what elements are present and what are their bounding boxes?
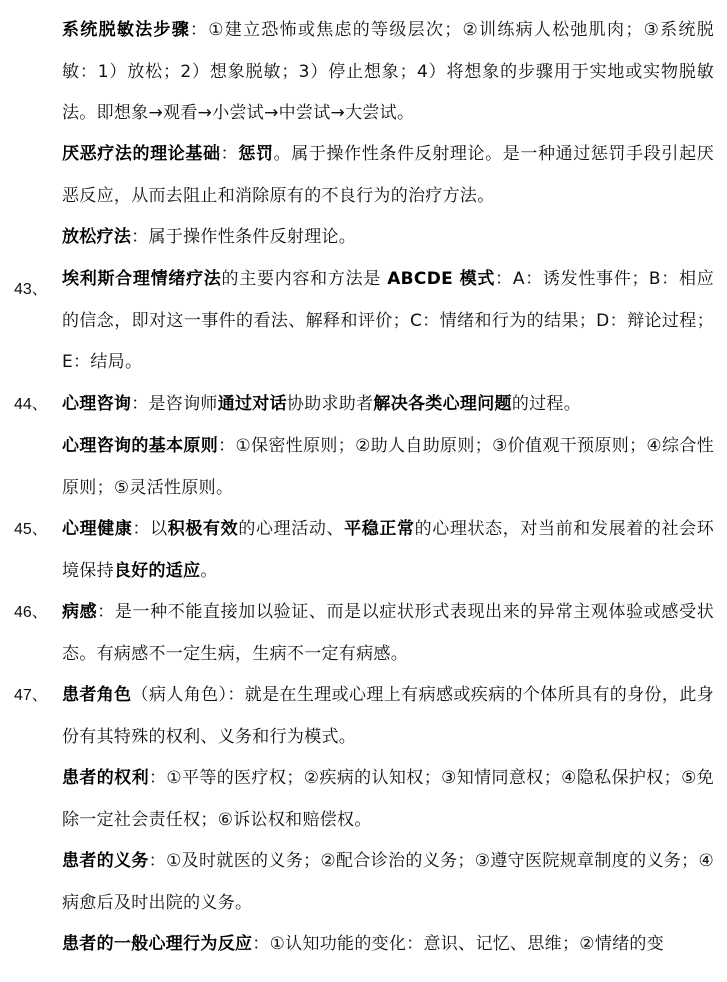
emphasis-text: ABCDE 模式	[387, 269, 496, 289]
body-text: ：属于操作性条件反射理论。	[131, 227, 357, 247]
term-heading: 心理健康	[62, 519, 133, 539]
paragraph-patient-psych-reaction	[62, 924, 714, 966]
term-heading: 埃利斯合理情绪疗法	[62, 269, 222, 289]
body-text: ：①建立恐怖或焦虑的等级层次；②训练病人松弛肌肉；③系统脱敏：1）放松；2）想象脱敏；3）停止想象；4）将想象的步骤用于实地或实物脱敏法。即想象→观看→小尝试→中尝试→大尝试。	[62, 20, 714, 123]
paragraph-patient-rights	[62, 758, 714, 841]
emphasis-text: 平稳正常	[344, 519, 415, 539]
body-text: 协助求助者	[286, 394, 374, 414]
item-number-47: 47、	[14, 687, 48, 704]
paragraph-mental-health	[62, 509, 714, 592]
term-heading: 放松疗法	[62, 227, 132, 247]
body-text: ：①及时就医的义务；②配合诊治的义务；③遵守医院规章制度的义务；④病愈后及时出院的义务。	[62, 851, 715, 913]
body-text: ：A：诱发性事件；B：相应的信念，即对这一事件的看法、解释和评价；C：情绪和行为的结果；D：辩论过程；E：结局。	[62, 269, 714, 372]
body-text: 的主要内容和方法是	[221, 269, 388, 289]
body-text: ：以	[132, 519, 168, 539]
item-number-46: 46、	[14, 604, 48, 621]
item-number-43: 43、	[14, 281, 48, 298]
term-heading: 系统脱敏法步骤	[62, 20, 190, 40]
paragraph-patient-role	[62, 675, 714, 758]
paragraph-psychological-counseling	[62, 384, 714, 426]
emphasis-text: 惩罚	[238, 144, 274, 164]
body-text: ：是咨询师	[131, 394, 218, 414]
body-text: 的心理状态，对当前和发展着的社会环境保持	[62, 519, 715, 581]
emphasis-text: 积极有效	[167, 519, 239, 539]
body-text: 的心理活动、	[238, 519, 345, 539]
emphasis-text: 通过对话	[217, 394, 287, 414]
term-heading: 厌恶疗法的理论基础	[62, 144, 221, 164]
term-heading: 患者角色	[62, 685, 132, 705]
body-text: ：①保密性原则；②助人自助原则；③价值观干预原则；④综合性原则；⑤灵活性原则。	[62, 436, 714, 498]
term-heading: 患者的一般心理行为反应	[62, 934, 253, 954]
emphasis-text: 解决各类心理问题	[373, 394, 512, 414]
paragraph-illness-sense	[62, 592, 714, 675]
body-text: 。	[200, 560, 218, 581]
term-heading: 心理咨询的基本原则	[62, 436, 219, 456]
body-text: （病人角色）：就是在生理或心理上有病感或疾病的个体所具有的身份，此身份有其特殊的权利、义务和行为模式。	[62, 685, 715, 747]
body-text: ：①认知功能的变化：意识、记忆、思维；②情绪的变	[252, 934, 664, 954]
paragraph-ellis-rational-therapy	[62, 259, 714, 384]
item-number-44: 44、	[14, 396, 48, 413]
term-heading: 心理咨询	[62, 394, 132, 414]
paragraph-patient-duties	[62, 841, 714, 924]
emphasis-text: 良好的适应	[113, 560, 201, 581]
body-text: 。属于操作性条件反射理论。是一种通过惩罚手段引起厌恶反应，从而去阻止和消除原有的不良行为的治疗方法。	[62, 144, 714, 206]
paragraph-aversion-therapy	[62, 134, 714, 217]
body-text: 的过程。	[511, 394, 582, 414]
body-text: ：是一种不能直接加以验证、而是以症状形式表现出来的异常主观体验或感受状态。有病感不一定生病，生病不一定有病感。	[62, 602, 714, 664]
paragraph-counseling-principles	[62, 426, 714, 509]
term-heading: 患者的权利	[62, 768, 149, 788]
term-heading: 患者的义务	[62, 851, 149, 871]
term-heading: 病感	[62, 602, 98, 622]
body-text: ：①平等的医疗权；②疾病的认知权；③知情同意权；④隐私保护权；⑤免除一定社会责任权；⑥诉讼权和赔偿权。	[62, 768, 715, 830]
paragraph-desensitization-steps	[62, 10, 714, 135]
body-text: ：	[220, 144, 239, 164]
paragraph-relaxation-therapy	[62, 217, 714, 259]
item-number-45: 45、	[14, 521, 48, 538]
